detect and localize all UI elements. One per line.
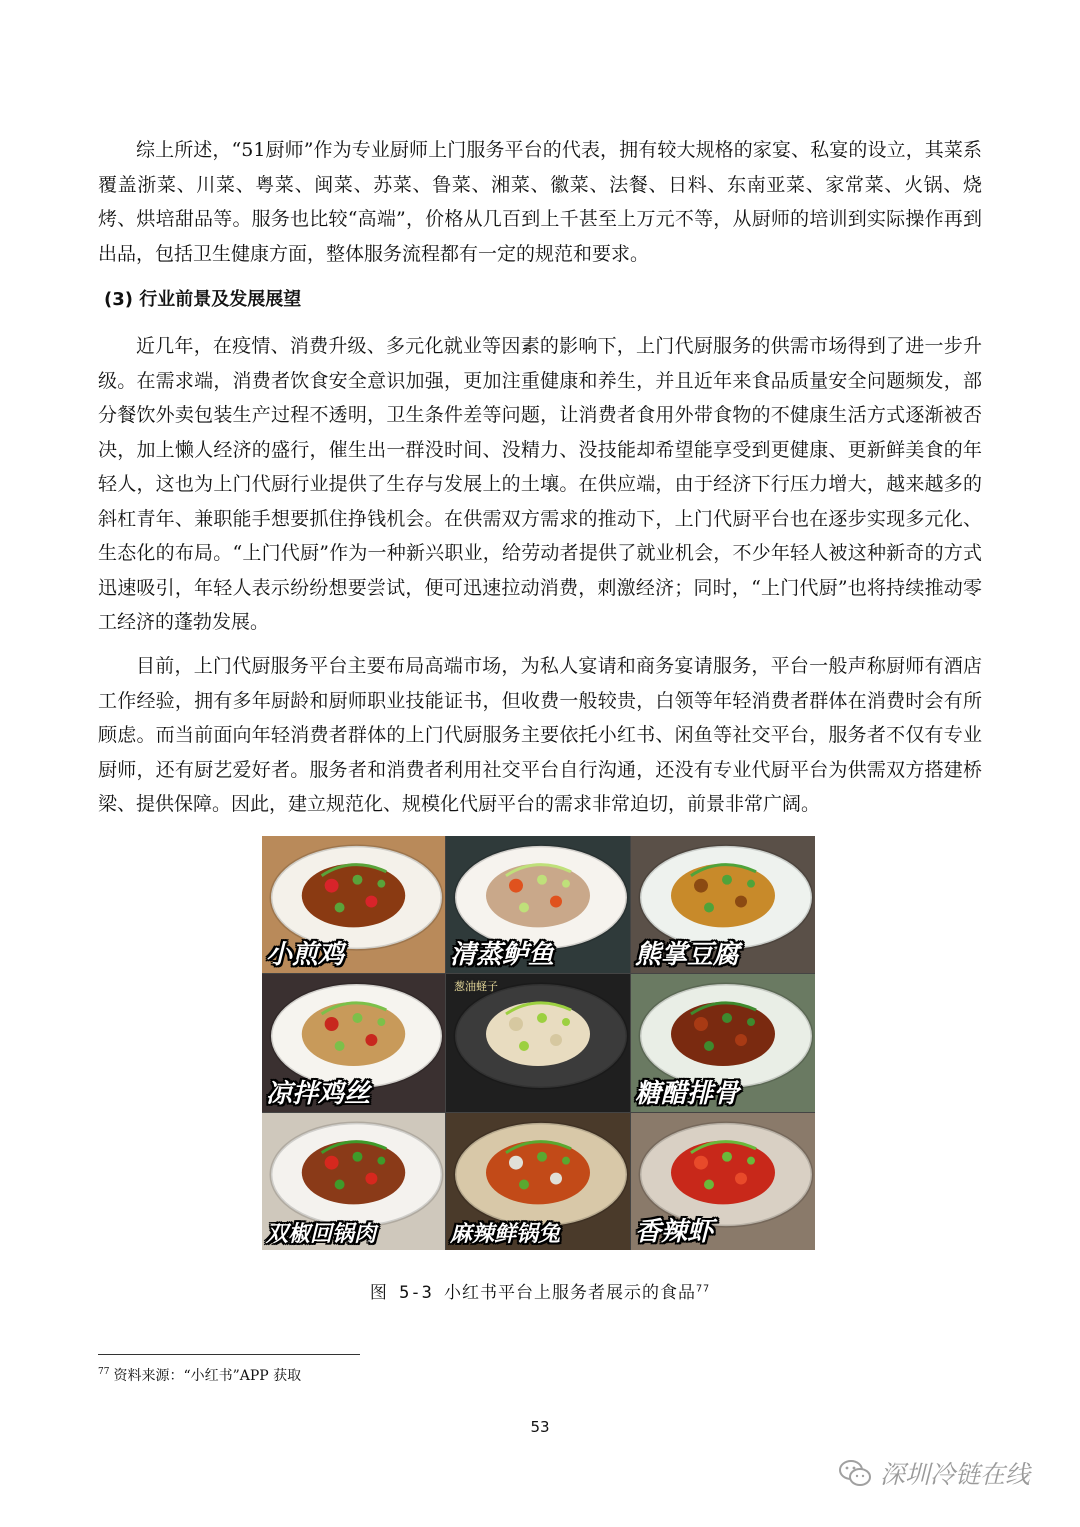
dish-photo: [631, 1113, 815, 1250]
page-number: 53: [530, 1418, 550, 1436]
dish-illustration: [446, 974, 630, 1112]
watermark-text: 深圳冷链在线: [880, 1460, 1031, 1489]
dish-label: 麻辣鲜锅兔: [450, 1222, 561, 1247]
dish-label: 熊掌豆腐: [635, 940, 740, 970]
dish-label: 香辣虾: [635, 1217, 714, 1247]
dish-label: 清蒸鲈鱼: [450, 940, 555, 970]
wechat-icon: [838, 1458, 872, 1488]
footnote-marker: 77: [98, 1367, 110, 1378]
dish-photo: [262, 836, 445, 973]
footnote: [98, 1365, 301, 1385]
dish-label: 双椒回锅肉: [266, 1222, 377, 1247]
dish-label: 糖醋排骨: [635, 1079, 740, 1109]
food-photo-collage: [262, 836, 815, 1250]
dish-photo: [262, 1113, 445, 1250]
dish-photo: [631, 836, 815, 973]
dish-photo: [446, 836, 630, 973]
footnote-divider: [98, 1354, 360, 1355]
caption-footnote-ref: 77: [696, 1283, 711, 1295]
dish-sub-label: 葱油蛏子: [454, 980, 498, 993]
dish-label: 小煎鸡: [266, 940, 345, 970]
watermark: [838, 1455, 1030, 1491]
section-heading: (3) 行业前景及发展展望: [104, 289, 302, 310]
paragraph-summary: 综上所述，“51厨师”作为专业厨师上门服务平台的代表，拥有较大规格的家宴、私宴的设立，其菜系覆盖浙菜、川菜、粤菜、闽菜、苏菜、鲁菜、湘菜、徽菜、法餐、日料、东南亚菜、家常菜、火锅、烧烤、烘培甜品等。服务也比较“高端”，价格从几百到上千甚至上万元不等，从厨师的培训到实际操作再到出品，包括卫生健康方面，整体服务流程都有一定的规范和要求。: [98, 139, 982, 265]
dish-photo: [631, 974, 815, 1112]
paragraph-outlook: 近几年，在疫情、消费升级、多元化就业等因素的影响下，上门代厨服务的供需市场得到了进一步升级。在需求端，消费者饮食安全意识加强，更加注重健康和养生，并且近年来食品质量安全问题频发，部分餐饮外卖包装生产过程不透明，卫生条件差等问题，让消费者食用外带食物的不健康生活方式逐渐被否决，加上懒人经济的盛行，催生出一群没时间、没精力、没技能却希望能享受到更健康、更新鲜美食的年轻人，这也为上门代厨行业提供了生存与发展上的土壤。在供应端，由于经济下行压力增大，越来越多的斜杠青年、兼职能手想要抓住挣钱机会。在供需双方需求的推动下，上门代厨平台也在逐步实现多元化、生态化的布局。“上门代厨”作为一种新兴职业，给劳动者提供了就业机会，不少年轻人被这种新奇的方式迅速吸引，年轻人表示纷纷想要尝试，便可迅速拉动消费，刺激经济；同时，“上门代厨”也将持续推动零工经济的蓬勃发展。: [98, 335, 982, 633]
dish-label: 凉拌鸡丝: [266, 1079, 371, 1109]
caption-text: 图 5-3 小红书平台上服务者展示的食品: [369, 1283, 697, 1303]
figure-caption: [0, 1278, 1080, 1303]
dish-photo: [446, 974, 630, 1112]
dish-photo: [446, 1113, 630, 1250]
paragraph-current: 目前，上门代厨服务平台主要布局高端市场，为私人宴请和商务宴请服务，平台一般声称厨师有酒店工作经验，拥有多年厨龄和厨师职业技能证书，但收费一般较贵，白领等年轻消费者群体在消费时会有所顾虑。而当前面向年轻消费者群体的上门代厨服务主要依托小红书、闲鱼等社交平台，服务者不仅有专业厨师，还有厨艺爱好者。服务者和消费者利用社交平台自行沟通，还没有专业代厨平台为供需双方搭建桥梁、提供保障。因此，建立规范化、规模化代厨平台的需求非常迫切，前景非常广阔。: [98, 655, 982, 815]
dish-photo: [262, 974, 445, 1112]
footnote-text: 资料来源：“小红书”APP 获取: [113, 1368, 302, 1384]
